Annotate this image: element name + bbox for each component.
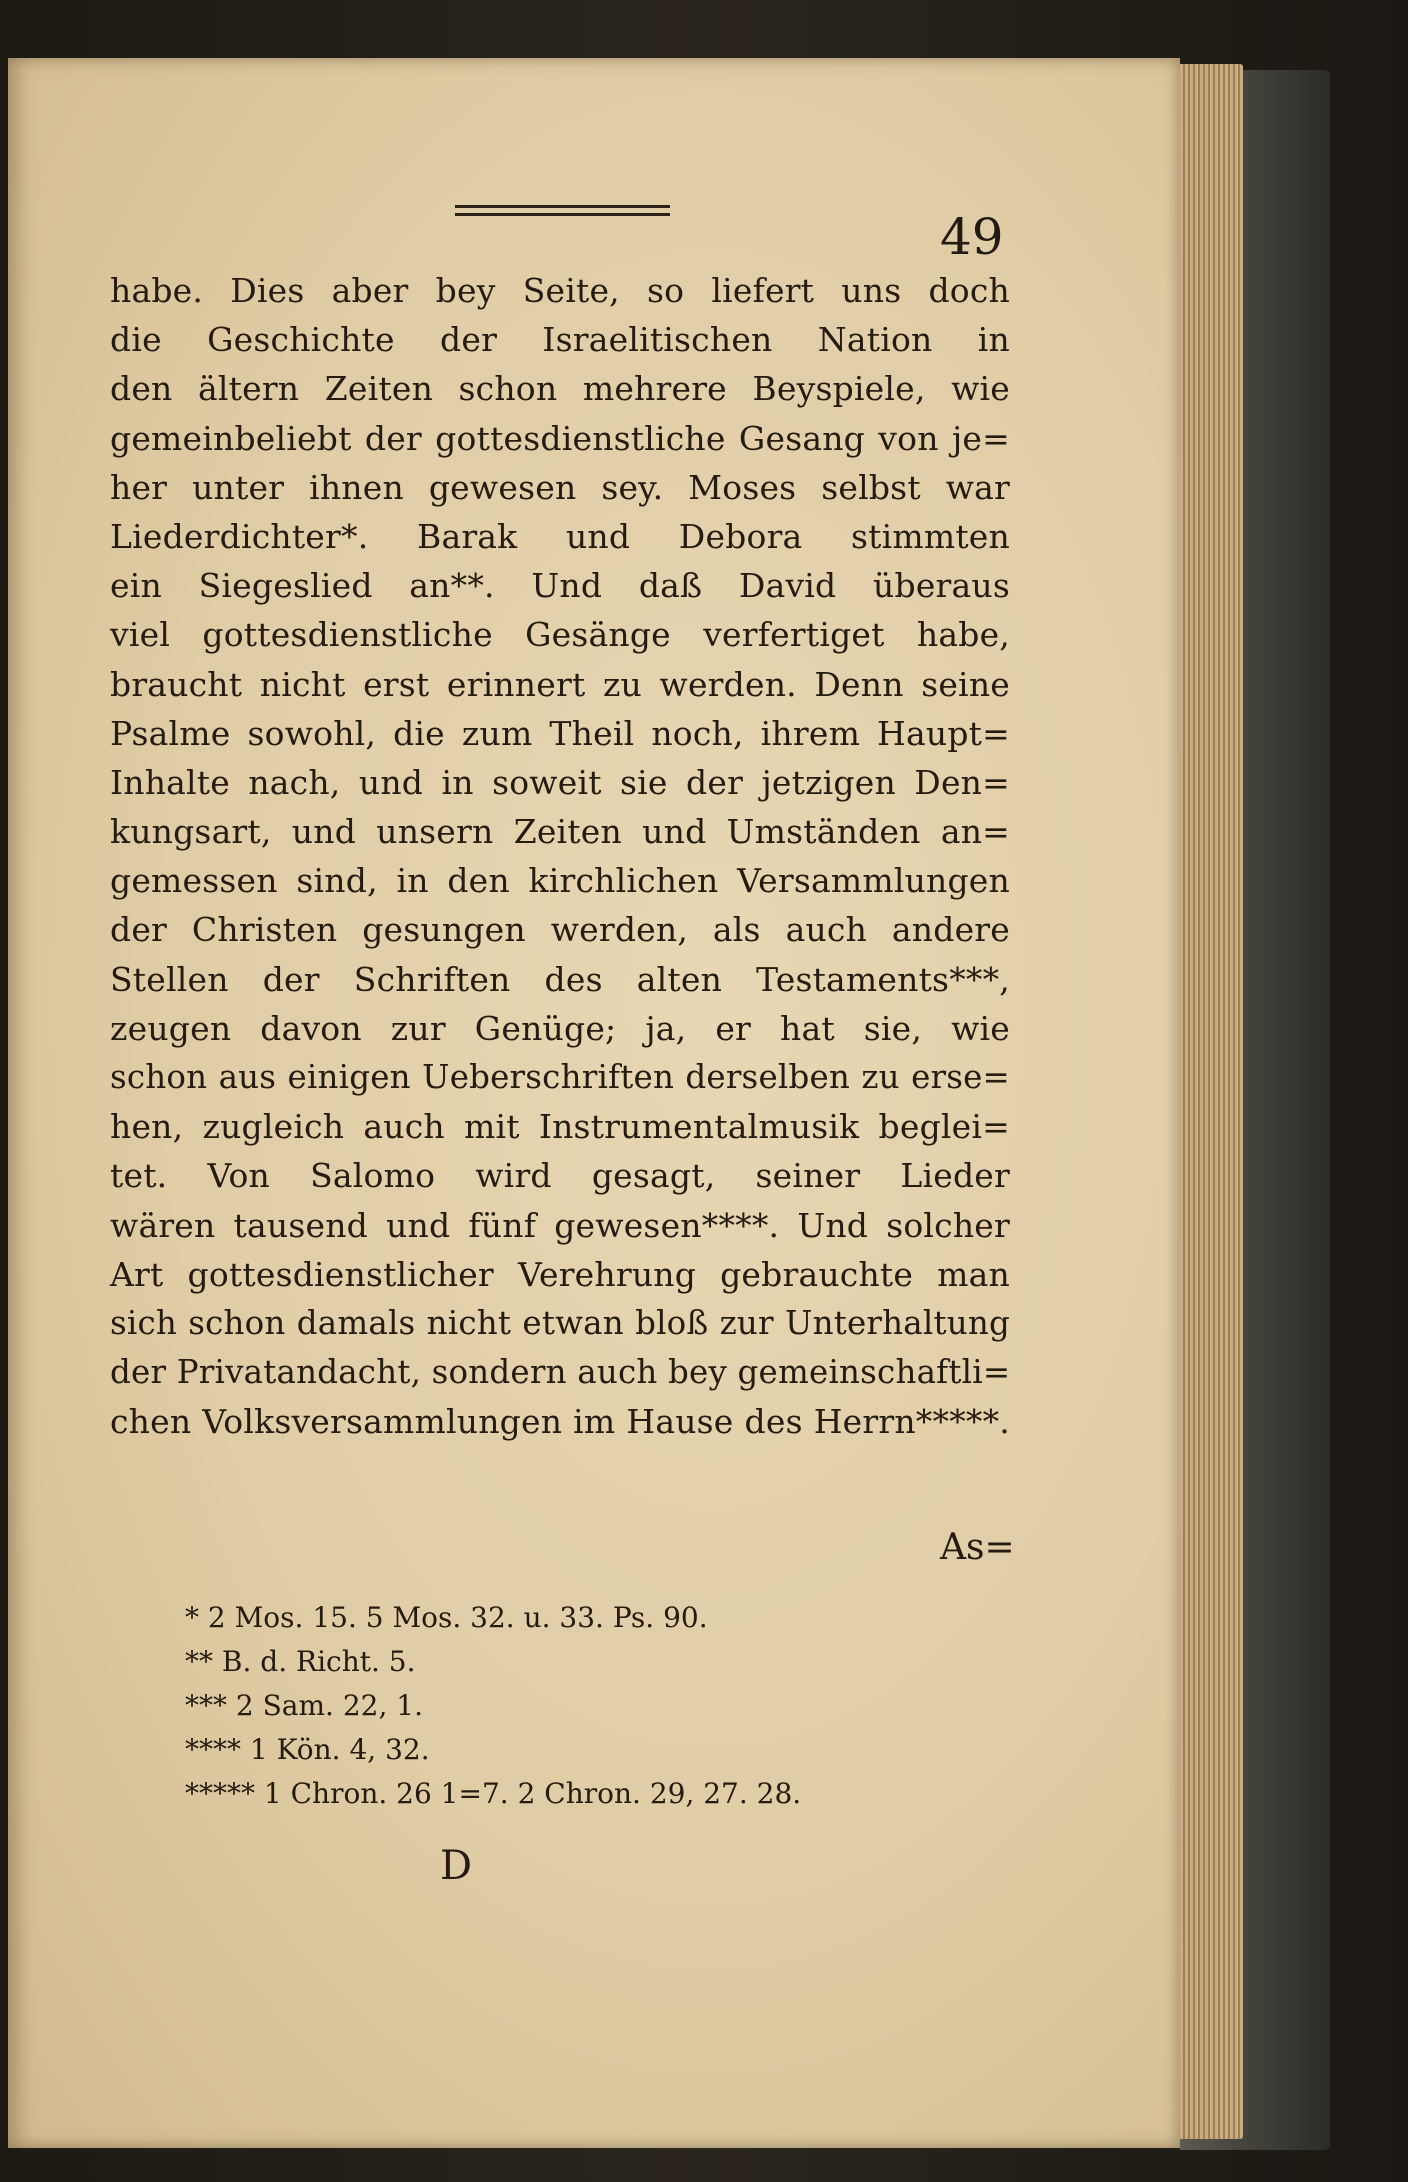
text-line: gemeinbeliebt der gottesdienstliche Gesang von je= [110,418,1010,458]
signature-mark: D [440,1843,473,1889]
text-line: der Christen gesungen werden, als auch andere [110,910,1010,950]
text-line: hen, zugleich auch mit Instrumentalmusik beglei= [110,1107,1010,1147]
text-line: Liederdichter*. Barak und Debora stimmten [110,516,1010,556]
footnote: ** B. d. Richt. 5. [185,1645,416,1678]
text-line: sich schon damals nicht etwan bloß zur Unterhaltung [110,1303,1010,1342]
text-line: Stellen der Schriften des alten Testaments***, [110,959,1010,999]
text-line: Inhalte nach, und in soweit sie der jetzigen Den= [110,762,1010,802]
text-line: kungsart, und unsern Zeiten und Umständen an= [110,812,1010,852]
text-line: braucht nicht erst erinnert zu werden. Denn seine [110,664,1010,704]
catchword: As= [940,1527,1015,1568]
text-line: Art gottesdienstlicher Verehrung gebrauchte man [110,1254,1010,1294]
footnote: ***** 1 Chron. 26 1=7. 2 Chron. 29, 27. 28. [185,1777,802,1810]
body-text [110,266,1010,1447]
text-line: habe. Dies aber bey Seite, so liefert uns doch [110,271,1010,310]
text-line: tet. Von Salomo wird gesagt, seiner Lieder [110,1156,1010,1196]
text-line: viel gottesdienstliche Gesänge verfertiget habe, [110,615,1010,655]
text-line: gemessen sind, in den kirchlichen Versammlungen [110,861,1010,901]
page-number: 49 [940,208,1004,266]
text-line: den ältern Zeiten schon mehrere Beyspiele, wie [110,369,1010,409]
text-line: die Geschichte der Israelitischen Nation in [110,320,1010,360]
header-rule-bottom [455,213,670,216]
text-line: schon aus einigen Ueberschriften derselben zu erse= [110,1058,1010,1096]
footnotes [185,1596,801,1816]
text-line: zeugen davon zur Genüge; ja, er hat sie, wie [110,1008,1010,1048]
text-line: ein Siegeslied an**. Und daß David überaus [110,566,1010,606]
text-line: wären tausend und fünf gewesen****. Und solcher [110,1205,1010,1245]
text-line: der Privatandacht, sondern auch bey gemeinschaftli= [110,1353,1011,1392]
footnote: * 2 Mos. 15. 5 Mos. 32. u. 33. Ps. 90. [185,1601,708,1634]
footnote: *** 2 Sam. 22, 1. [185,1689,423,1722]
header-rule-top [455,205,670,208]
text-line: her unter ihnen gewesen sey. Moses selbst war [110,467,1010,507]
footnote: **** 1 Kön. 4, 32. [185,1733,430,1766]
text-line: chen Volksversammlungen im Hause des Herrn*****. [110,1402,1010,1442]
text-line: Psalme sowohl, die zum Theil noch, ihrem Haupt= [110,713,1010,753]
